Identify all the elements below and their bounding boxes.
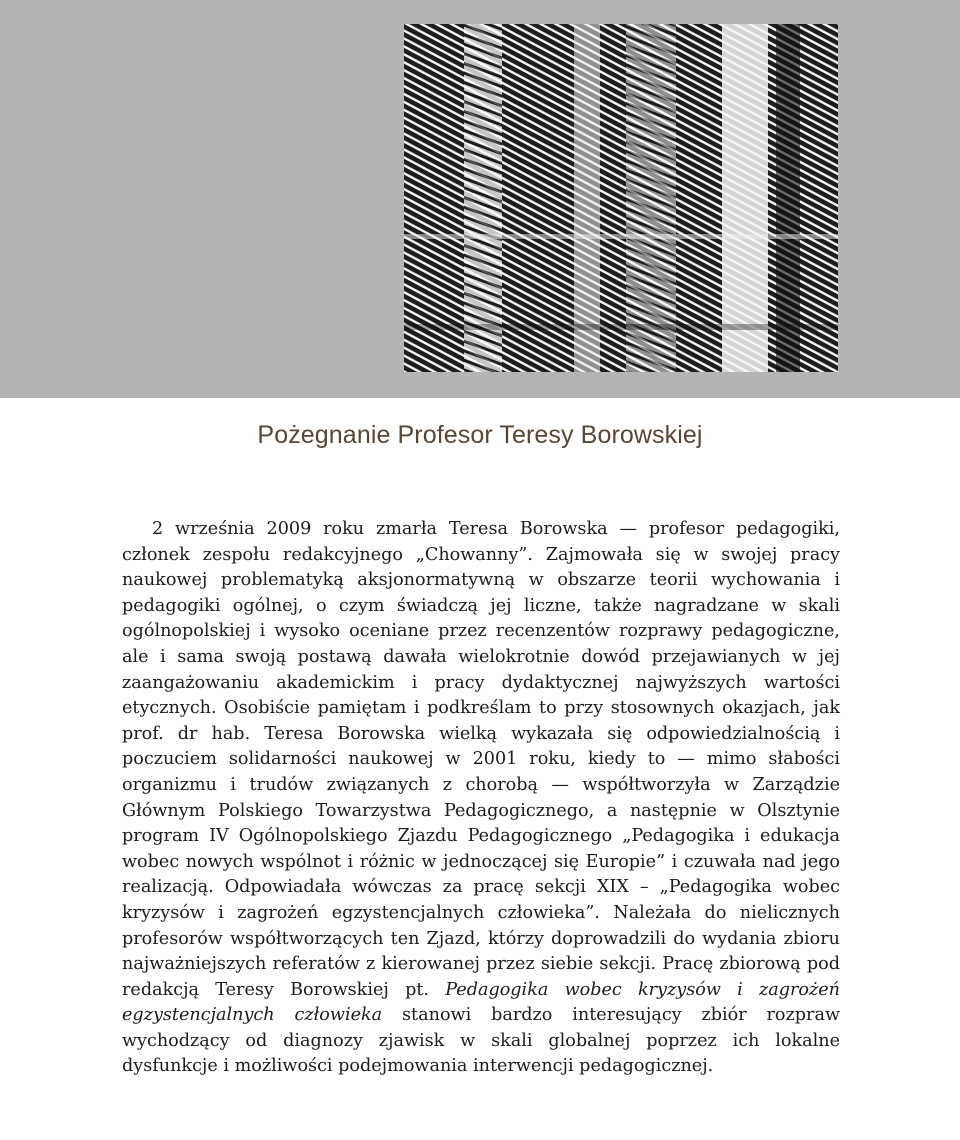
paragraph-text-part1: 2 września 2009 roku zmarła Teresa Borowska — profesor pedagogiki, członek zespołu redakcyjnego „Chowanny”. Zajmowała się w swojej pracy naukowej problematyką aksjonormatywną w obszarze teorii wychowania i pedagogiki ogólnej, o czym świadczą jej liczne, także nagradzane w skali ogólnopolskiej i wysoko oceniane przez recenzentów rozprawy pedagogiczne, ale i sama swoją postawą dawała wielokrotnie dowód przejawianych w jej zaangażowaniu akademickim i pracy dydaktycznej najwyższych wartości etycznych. Osobiście pamiętam i podkreślam to przy stosownych okazjach, jak prof. dr hab. Teresa Borowska wielką wykazała się odpowiedzialnością i poczuciem solidarności naukowej w 2001 roku, kiedy to — mimo słabości organizmu i trudów związanych z chorobą — współtworzyła w Zarządzie Głównym Polskiego Towarzystwa Pedagogicznego, a następnie w Olsztynie program IV Ogólnopolskiego Zjazdu Pedagogicznego „Pedagogika i edukacja wobec nowych wspólnot i różnic w jednoczącej się Europie” i czuwała nad jego realizacją. Odpowiadała wówczas za pracę sekcji XIX – „Pedagogika wobec kryzysów i zagrożeń egzystencjalnych człowieka”. Należała do nielicznych profesorów współtworzących ten Zjazd, którzy doprowadzili do wydania zbioru najważniejszych referatów z kierowanej przez siebie sekcji. Pracę zbiorową pod redakcją Teresy Borowskiej pt. xyxy=(122,519,840,1000)
page-title: Pożegnanie Profesor Teresy Borowskiej xyxy=(257,421,703,449)
article-paragraph xyxy=(122,517,840,1080)
header-banner xyxy=(0,0,960,398)
article-body xyxy=(122,517,840,1080)
paragraph-text-part2: stanowi bardzo interesujący zbiór rozpraw wychodzący od diagnozy zjawisk w skali globalnej poprzez ich lokalne dysfunkcje i możliwości podejmowania interwencji pedagogicznej. xyxy=(122,1005,841,1077)
stone-columns-photo xyxy=(404,24,838,372)
book-title: Pedagogika wobec kryzysów i zagrożeń egzystencjalnych człowieka xyxy=(122,979,841,1026)
